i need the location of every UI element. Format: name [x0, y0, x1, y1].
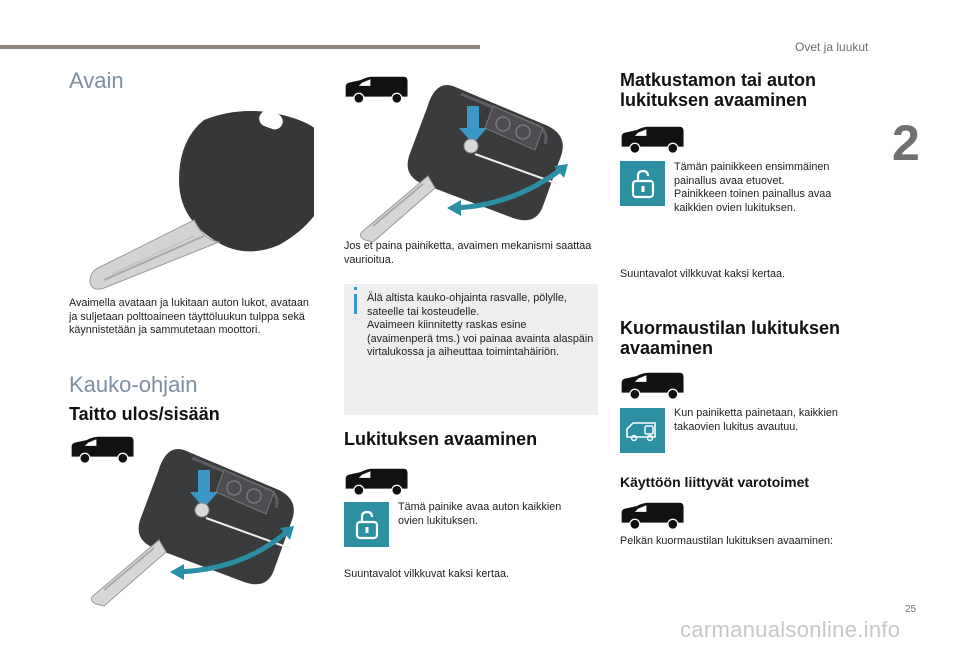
info-box: [344, 284, 598, 415]
remote-key-image: [353, 66, 583, 246]
info-text: Älä altista kauko-ohjainta rasvalle, pölylle, sateelle tai kosteudelle. Avaimeen kiinnitetty raskas esine (avaimenperä tms.) voi painaa avainta alaspäin virtalukossa ja aiheuttaa toimintahäiriön.: [367, 292, 594, 359]
chapter-number: 2: [892, 115, 920, 171]
cabin-unlock-button-icon: [620, 161, 665, 206]
unlock-text: Tämä painike avaa auton kaikkien ovien lukituksen.: [398, 501, 562, 527]
key-title: Avain: [69, 68, 124, 93]
top-rule: [0, 45, 480, 49]
cargo-unlock-title: Kuormaustilan lukituksen avaaminen: [620, 318, 841, 359]
key-image: [84, 100, 314, 300]
section-header: Ovet ja luukut: [795, 40, 869, 54]
remote-key-image: [84, 430, 314, 610]
key-description: Avaimella avataan ja lukitaan auton lukot, avataan ja suljetaan polttoaineen täyttöluukun tulppa sekä käynnistetään ja sammutetaan moottori.: [69, 297, 309, 337]
cabin-unlock-note: Suuntavalot vilkkuvat kaksi kertaa.: [620, 268, 786, 280]
cargo-unlock-button-icon: [620, 408, 665, 453]
van-icon: [620, 370, 686, 402]
warning-text: Jos et paina painiketta, avaimen mekanismi saattaa vaurioitua.: [344, 240, 592, 266]
unlock-button-icon: [344, 502, 389, 547]
cargo-unlock-text: Kun painiketta painetaan, kaikkien takaovien lukitus avautuu.: [674, 407, 838, 433]
fold-title: Taitto ulos/sisään: [69, 404, 220, 424]
watermark: carmanualsonline.info: [680, 617, 901, 642]
unlock-title: Lukituksen avaaminen: [344, 429, 538, 449]
info-icon: [354, 294, 357, 314]
cabin-unlock-text: Tämän painikkeen ensimmäinen painallus avaa etuovet. Painikkeen toinen painallus avaa kaikkien ovien lukituksen.: [674, 161, 832, 214]
unlock-note: Suuntavalot vilkkuvat kaksi kertaa.: [344, 568, 510, 580]
van-icon: [344, 466, 410, 498]
precautions-title: Käyttöön liittyvät varotoimet: [620, 474, 810, 490]
cabin-unlock-title: Matkustamon tai auton lukituksen avaaminen: [620, 70, 817, 111]
page-number: 25: [905, 604, 917, 615]
precautions-text: Pelkän kuormaustilan lukituksen avaaminen:: [620, 535, 834, 547]
remote-title: Kauko-ohjain: [69, 372, 198, 397]
van-icon: [620, 500, 686, 532]
van-icon: [620, 124, 686, 156]
